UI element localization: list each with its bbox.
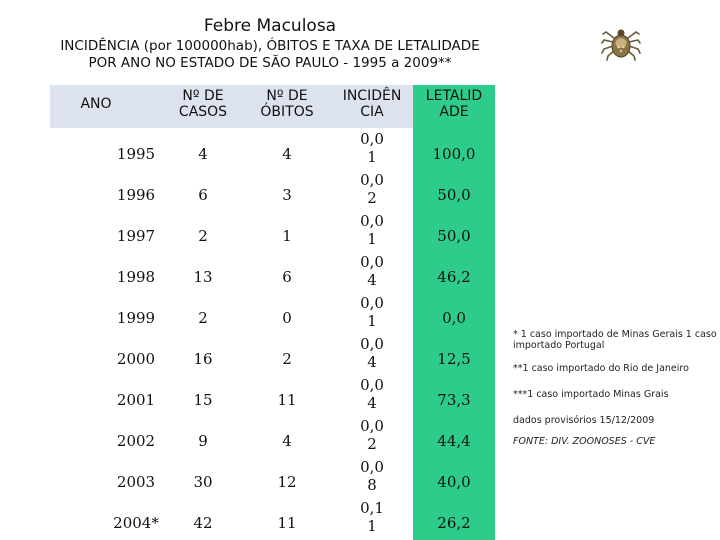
header-casos: Nº DE CASOS <box>178 88 228 120</box>
cell-incidencia: 0,1 1 <box>360 499 384 535</box>
footnote-4: dados provisórios 15/12/2009 <box>513 415 655 426</box>
cell-obitos: 4 <box>282 432 292 450</box>
cell-obitos: 6 <box>282 268 292 286</box>
cell-ano: 2002 <box>116 432 156 450</box>
cell-letalidade: 0,0 <box>442 309 466 327</box>
cell-casos: 2 <box>198 227 208 245</box>
cell-incidencia: 0,0 1 <box>360 212 384 248</box>
page-subtitle: INCIDÊNCIA (por 100000hab), ÓBITOS E TAXA DE LETALIDADE POR ANO NO ESTADO DE SÃO PAULO - 1995 a 2009** <box>60 38 480 71</box>
cell-casos: 42 <box>193 514 213 532</box>
cell-incidencia: 0,0 4 <box>360 335 384 371</box>
cell-letalidade: 44,4 <box>437 432 471 450</box>
cell-obitos: 2 <box>282 350 292 368</box>
cell-obitos: 12 <box>277 473 297 491</box>
cell-letalidade: 26,2 <box>437 514 471 532</box>
footnote-3: ***1 caso importado Minas Grais <box>513 389 669 400</box>
cell-ano: 2004* <box>113 514 159 532</box>
header-incidencia: INCIDÊN CIA <box>342 88 402 120</box>
header-obitos: Nº DE ÓBITOS <box>260 88 314 120</box>
header-letalidade: LETALID ADE <box>425 88 483 120</box>
cell-obitos: 3 <box>282 186 292 204</box>
cell-letalidade: 100,0 <box>432 145 476 163</box>
cell-casos: 13 <box>193 268 213 286</box>
cell-ano: 1998 <box>116 268 156 286</box>
cell-letalidade: 73,3 <box>437 391 471 409</box>
cell-incidencia: 0,0 8 <box>360 458 384 494</box>
cell-casos: 15 <box>193 391 213 409</box>
header-ano: ANO <box>80 96 112 112</box>
cell-letalidade: 50,0 <box>437 227 471 245</box>
cell-letalidade: 40,0 <box>437 473 471 491</box>
cell-incidencia: 0,0 1 <box>360 294 384 330</box>
cell-ano: 1996 <box>116 186 156 204</box>
cell-obitos: 4 <box>282 145 292 163</box>
cell-obitos: 11 <box>277 514 297 532</box>
cell-ano: 2000 <box>116 350 156 368</box>
cell-casos: 4 <box>198 145 208 163</box>
cell-ano: 2003 <box>116 473 156 491</box>
cell-ano: 2001 <box>116 391 156 409</box>
cell-letalidade: 50,0 <box>437 186 471 204</box>
footnote-1: * 1 caso importado de Minas Gerais 1 caso importado Portugal <box>513 329 717 351</box>
footnote-source: FONTE: DIV. ZOONOSES - CVE <box>513 436 656 447</box>
cell-ano: 1995 <box>116 145 156 163</box>
cell-casos: 9 <box>198 432 208 450</box>
page-title: Febre Maculosa <box>203 16 337 36</box>
cell-incidencia: 0,0 4 <box>360 253 384 289</box>
cell-obitos: 11 <box>277 391 297 409</box>
cell-casos: 6 <box>198 186 208 204</box>
cell-letalidade: 46,2 <box>437 268 471 286</box>
footnote-2: **1 caso importado do Rio de Janeiro <box>513 363 689 374</box>
cell-obitos: 0 <box>282 309 292 327</box>
cell-casos: 30 <box>193 473 213 491</box>
cell-incidencia: 0,0 4 <box>360 376 384 412</box>
cell-incidencia: 0,0 1 <box>360 130 384 166</box>
cell-ano: 1999 <box>116 309 156 327</box>
tick-icon <box>600 22 642 64</box>
cell-incidencia: 0,0 2 <box>360 417 384 453</box>
cell-ano: 1997 <box>116 227 156 245</box>
cell-obitos: 1 <box>282 227 292 245</box>
cell-letalidade: 12,5 <box>437 350 471 368</box>
cell-incidencia: 0,0 2 <box>360 171 384 207</box>
cell-casos: 2 <box>198 309 208 327</box>
cell-casos: 16 <box>193 350 213 368</box>
